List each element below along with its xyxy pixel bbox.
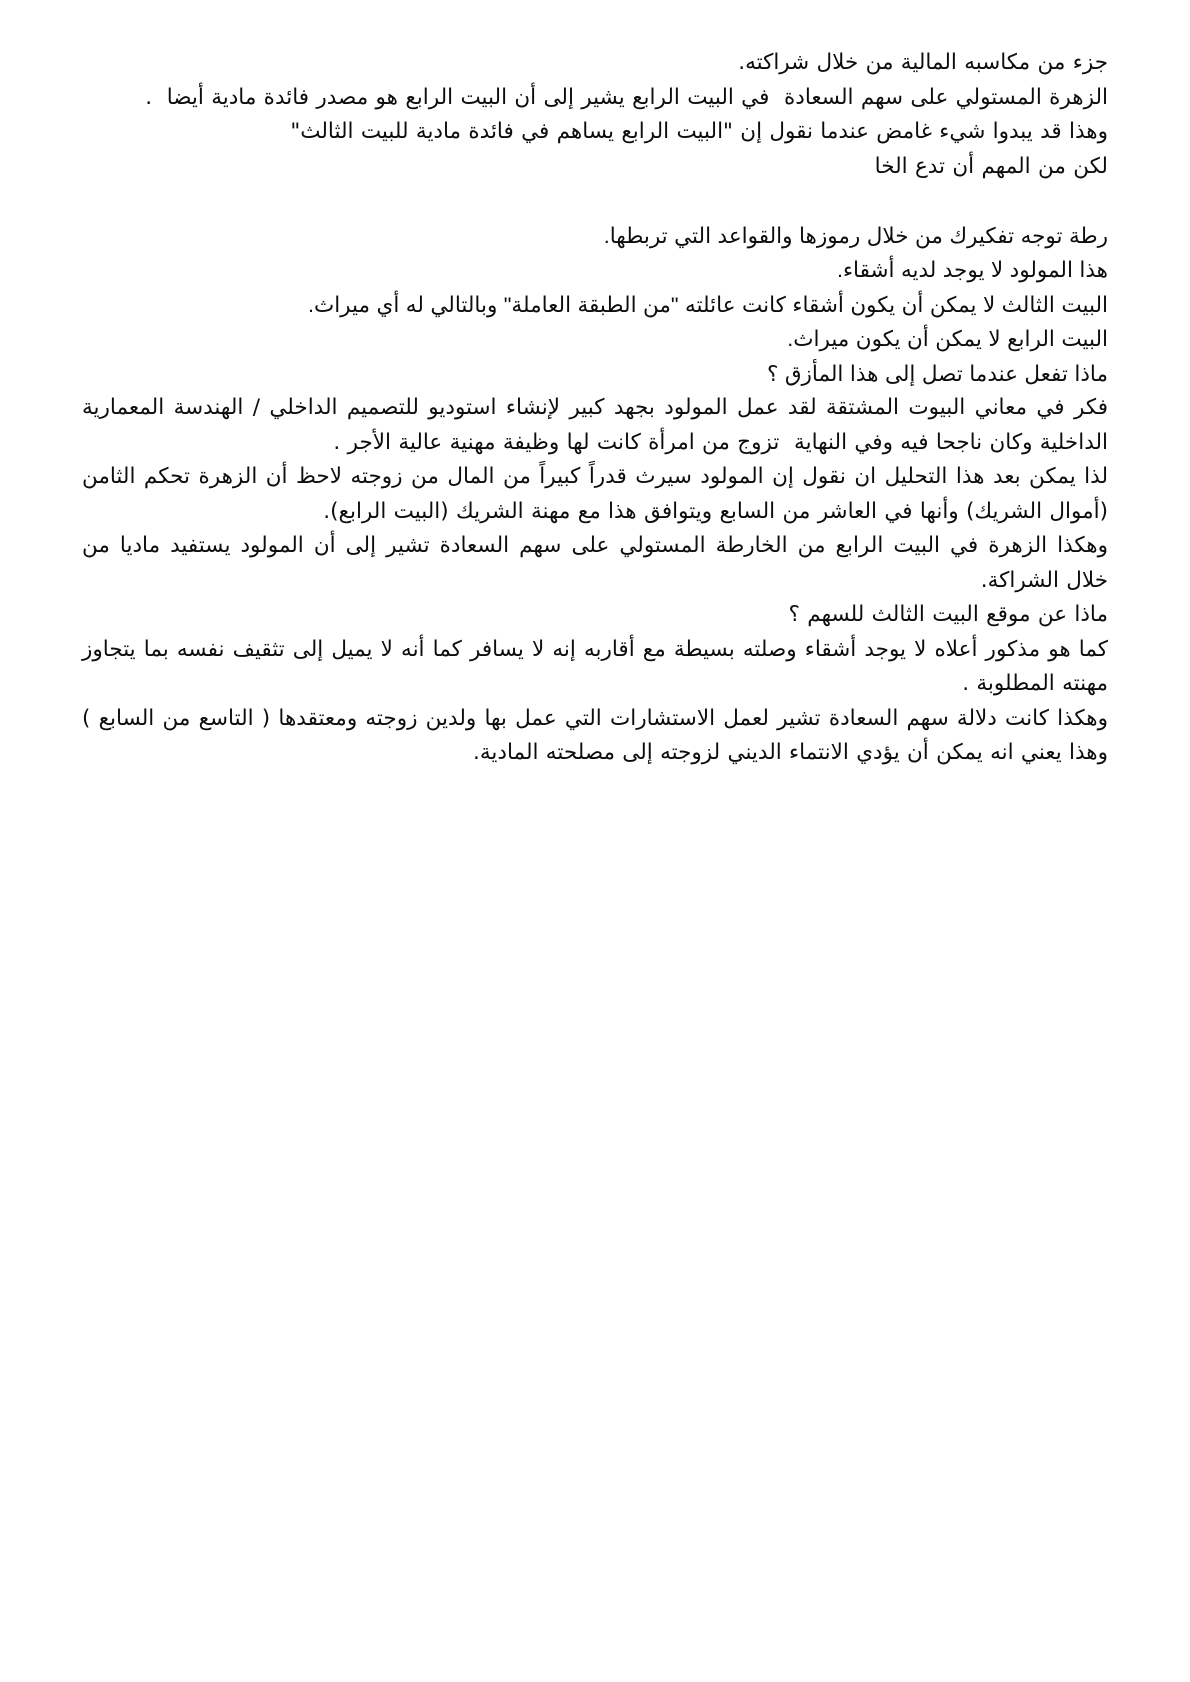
text-paragraph: وهكذا كانت دلالة سهم السعادة تشير لعمل الاستشارات التي عمل بها ولدين زوجته ومعتقدها ( التاسع من السابع ) وهذا يعني انه يمكن أن يؤدي الانتماء الديني لزوجته إلى مصلحته المادية. <box>74 705 1108 765</box>
text-line: جزء من مكاسبه المالية من خلال شراكته. <box>738 50 1108 75</box>
text-line: رطة توجه تفكيرك من خلال رموزها والقواعد التي تربطها. <box>603 223 1108 248</box>
text-paragraph: كما هو مذكور أعلاه لا يوجد أشقاء وصلته بسيطة مع أقاربه إنه لا يسافر كما أنه لا يميل إلى تثقيف نفسه بما يتجاوز مهنته المطلوبة . <box>74 636 1108 696</box>
paragraph-block-3 <box>74 391 1108 771</box>
text-paragraph: فكر في معاني البيوت المشتقة لقد عمل المولود بجهد كبير لإنشاء استوديو للتصميم الداخلي / الهندسة المعمارية الداخلية وكان ناجحا فيه وفي النهاية تزوج من امرأة كانت لها وظيفة مهنية عالية الأجر . <box>74 395 1108 455</box>
text-line: هذا المولود لا يوجد لديه أشقاء. <box>836 258 1108 282</box>
text-line: الزهرة المستولي على سهم السعادة في البيت الرابع يشير إلى أن البيت الرابع هو مصدر فائدة مادية أيضا . <box>145 84 1108 110</box>
text-paragraph: وهكذا الزهرة في البيت الرابع من الخارطة المستولي على سهم السعادة تشير إلى أن المولود يستفيد ماديا من خلال الشراكة. <box>74 533 1108 593</box>
document-body <box>74 46 1108 771</box>
text-line: وهذا قد يبدوا شيء غامض عندما نقول إن "البيت الرابع يساهم في فائدة مادية للبيت الثالث" <box>290 119 1108 144</box>
paragraph-block-1 <box>82 46 1108 184</box>
paragraph-block-2 <box>82 219 1108 392</box>
text-line: ماذا تفعل عندما تصل إلى هذا المأزق ؟ <box>766 361 1108 386</box>
blank-line <box>82 184 1108 219</box>
text-paragraph: لذا يمكن بعد هذا التحليل ان نقول إن المولود سيرث قدراً كبيراً من المال من زوجته لاحظ أن الزهرة تحكم الثامن (أموال الشريك) وأنها في العاشر من السابع ويتوافق هذا مع مهنة الشريك (البيت الرابع). <box>74 464 1108 524</box>
text-paragraph: ماذا عن موقع البيت الثالث للسهم ؟ <box>788 602 1108 627</box>
text-line: البيت الرابع لا يمكن أن يكون ميراث. <box>787 327 1108 351</box>
text-line: البيت الثالث لا يمكن أن يكون أشقاء كانت عائلته "من الطبقة العاملة" وبالتالي له أي ميراث. <box>308 292 1108 317</box>
text-line: لكن من المهم أن تدع الخا <box>874 153 1108 179</box>
